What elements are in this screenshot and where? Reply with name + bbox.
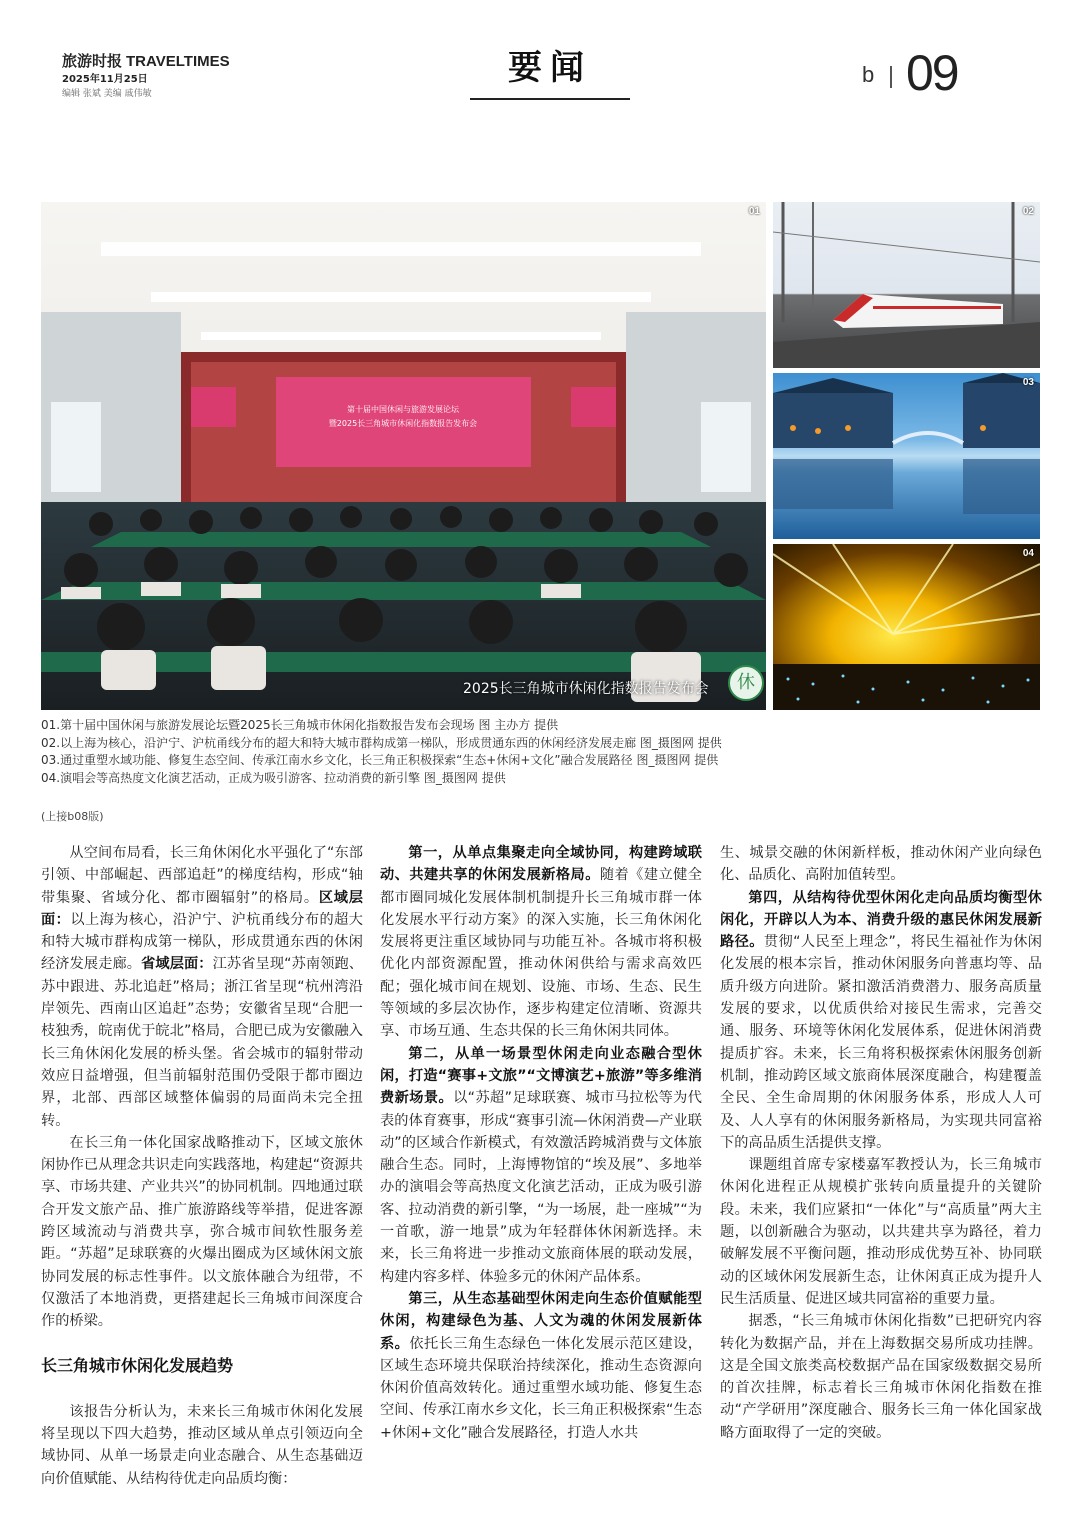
bold-run: 第三，从生态基础型休闲走向生态价值赋能型休闲，构建绿色为基、人文为魂的休闲发展新体系。 bbox=[380, 1290, 702, 1352]
caption-01: 01.第十届中国休闲与旅游发展论坛暨2025长三角城市休闲化指数报告发布会现场 图 主办方 提供 bbox=[41, 718, 559, 732]
banner-line-1: 第十届中国休闲与旅游发展论坛 bbox=[347, 405, 459, 414]
paragraph bbox=[380, 1288, 702, 1444]
text-run: 以“苏超”足球联赛、城市马拉松等为代表的体育赛事，形成“赛事引流—休闲消费—产业联动”的区域合作新模式，有效激活跨城消费与文体旅融合生态。同时，上海博物馆的“埃及展”、多地举办的演唱会等高热度文化演艺活动，正成为吸引游客、拉动消费的新引擎，“为一场展，赴一座城”“为一首歌，游一地景”成为年轻群体休闲新选择。未来，长三角将进一步推动文旅商体展的联动发展，构建内容多样、体验多元的休闲产品体系。 bbox=[380, 1090, 702, 1285]
photo-captions bbox=[41, 717, 1041, 787]
section-rule bbox=[470, 98, 630, 100]
text-run: 贯彻“人民至上理念”，将民生福祉作为休闲化发展的根本宗旨，推动休闲服务向普惠均等、品质升级方向进阶。紧扣激活消费潜力、服务高质量发展的要求，以优质供给对接民生需求，完善交通、服务、环境等休闲化发展体系，促进休闲消费提质扩容。未来，长三角将积极探索休闲服务创新机制，推动跨区域文旅商体展深度融合，构建覆盖全民、全生命周期的休闲服务体系，形成人人可及、人人享有的休闲服务新格局，为实现共同富裕下的高品质生活提供支撑。 bbox=[720, 934, 1042, 1151]
photo-number-01: 01 bbox=[748, 206, 760, 217]
photo-bullet-train bbox=[773, 202, 1040, 368]
conference-illustration bbox=[41, 202, 766, 710]
paragraph: 生、城景交融的休闲新样板，推动休闲产业向绿色化、品质化、高附加值转型。 bbox=[720, 845, 1042, 884]
page-number: 09 bbox=[906, 45, 958, 101]
water-town-illustration bbox=[773, 373, 1040, 539]
paragraph: 课题组首席专家楼嘉军教授认为，长三角城市休闲化进程正从规模扩张转向质量提升的关键阶段。未来，我们应紧扣“一体化”与“高质量”两大主题，以创新融合为驱动，以共建共享为路径，着力破解发展不平衡问题，推动形成优势互补、协同联动的区域休闲发展新生态，让休闲真正成为提升人民生活质量、促进区域共同富裕的重要力量。 bbox=[720, 1157, 1042, 1307]
editors-line: 编辑 张斌 美编 戚伟敏 bbox=[62, 89, 152, 99]
paragraph bbox=[720, 887, 1042, 1155]
photo-water-town bbox=[773, 373, 1040, 539]
photo-conference bbox=[41, 202, 766, 710]
bold-run: 第一，从单点集聚走向全域协同，构建跨域联动、共建共享的休闲发展新格局。 bbox=[380, 845, 702, 884]
paragraph bbox=[41, 842, 363, 1132]
text-run: 随着《建立健全都市圈同城化发展体制机制提升长三角城市群一体化发展水平行动方案》的深入实施，长三角休闲化发展将更注重区域协同与功能互补。各城市将积极优化内部资源配置，推动休闲供给与需求高效匹配；强化城市间在规划、设施、市场、生态、民生等领域的多层次协作，逐步构建定位清晰、资源共享、市场互通、生态共保的长三角休闲共同体。 bbox=[380, 867, 702, 1040]
bold-run: 区域层面： bbox=[41, 889, 363, 928]
banner-line-2: 暨2025长三角城市休闲化指数报告发布会 bbox=[328, 419, 478, 428]
text-run: 从空间布局看，长三角休闲化水平强化了“东部引领、中部崛起、西部追赶”的梯度结构，形成“轴带集聚、省域分化、都市圈辐射”的格局。 bbox=[41, 845, 363, 906]
text-run: 以上海为核心，沿沪宁、沪杭甬线分布的超大和特大城市群构成第一梯队，形成贯通东西的休闲经济发展走廊。 bbox=[41, 911, 363, 973]
photo-overlay-caption: 2025长三角城市休闲化指数报告发布会 bbox=[463, 681, 709, 697]
brand-en: TRAVELTIMES bbox=[126, 53, 230, 70]
concert-illustration bbox=[773, 544, 1040, 710]
photo-number-03: 03 bbox=[1022, 377, 1034, 388]
caption-03: 03.通过重塑水域功能、修复生态空间、传承江南水乡文化，长三角正积极探索“生态+休闲+文化”融合发展路径 图_摄图网 提供 bbox=[41, 753, 719, 767]
bold-run: 第二，从单一场景型休闲走向业态融合型休闲，打造“赛事+文旅”“文博演艺+旅游”等多维消费新场景。 bbox=[380, 1045, 702, 1107]
seal-glyph: 休 bbox=[737, 672, 755, 693]
paragraph bbox=[380, 1043, 702, 1288]
paragraph bbox=[380, 842, 702, 1043]
bold-run: 省域层面： bbox=[141, 956, 213, 973]
photo-concert bbox=[773, 544, 1040, 710]
brand-cn: 旅游时报 bbox=[62, 52, 123, 70]
text-run: 依托长三角生态绿色一体化发展示范区建设，区域生态环境共保联治持续深化，推动生态资源向休闲价值高效转化。通过重塑水域功能、修复生态空间、传承江南水乡文化，长三角正积极探索“生态+休闲+文化”融合发展路径，打造人水共 bbox=[380, 1335, 702, 1441]
masthead-brand bbox=[62, 50, 230, 71]
article-column-3 bbox=[720, 842, 1042, 1444]
paragraph: 该报告分析认为，未来长三角城市休闲化发展将呈现以下四大趋势，推动区域从单点引领迈向全域协同、从单一场景走向业态融合、从生态基础迈向价值赋能、从结构待优走向品质均衡： bbox=[41, 1403, 363, 1487]
caption-04: 04.演唱会等高热度文化演艺活动，正成为吸引游客、拉动消费的新引擎 图_摄图网 提供 bbox=[41, 770, 506, 785]
section-title: 要闻 bbox=[508, 48, 592, 88]
caption-02: 02.以上海为核心，沿沪宁、沪杭甬线分布的超大和特大城市群构成第一梯队，形成贯通东西的休闲经济发展走廊 图_摄图网 提供 bbox=[41, 735, 722, 750]
train-illustration bbox=[773, 202, 1040, 368]
article-column-1 bbox=[41, 842, 363, 1490]
bold-run: 第四，从结构待优型休闲化走向品质均衡型休闲化，开辟以人为本、消费升级的惠民休闲发展新路径。 bbox=[720, 889, 1042, 951]
subheading: 长三角城市休闲化发展趋势 bbox=[41, 1355, 234, 1375]
page-separator bbox=[890, 66, 892, 88]
photo-number-02: 02 bbox=[1022, 206, 1034, 217]
text-run: 江苏省呈现“苏南领跑、苏中跟进、苏北追赶”格局；浙江省呈现“杭州湾沿岸领先、西南山区追赶”态势；安徽省呈现“合肥一枝独秀，皖南优于皖北”格局，合肥已成为安徽融入长三角休闲化发展的桥头堡。省会城市的辐射带动效应日益增强，但当前辐射范围仍受限于都市圈边界，北部、西部区域整体偏弱的局面尚未完全扭转。 bbox=[41, 956, 363, 1129]
photo-number-04: 04 bbox=[1022, 548, 1034, 559]
issue-date: 2025年11月25日 bbox=[62, 74, 148, 85]
paragraph: 据悉，“长三角城市休闲化指数”已把研究内容转化为数据产品，并在上海数据交易所成功挂牌。这是全国文旅类高校数据产品在国家级数据交易所的首次挂牌，标志着长三角城市休闲化指数在推动“产学研用”深度融合、服务长三角一体化国家战略方面取得了一定的突破。 bbox=[720, 1313, 1042, 1441]
article-column-2 bbox=[380, 842, 702, 1444]
logo-seal bbox=[728, 665, 764, 701]
continued-from: (上接b08版) bbox=[41, 810, 104, 823]
page-letter: b bbox=[862, 62, 875, 87]
paragraph: 在长三角一体化国家战略推动下，区域文旅休闲协作已从理念共识走向实践落地，构建起“资源共享、市场共建、产业共兴”的协同机制。四地通过联合开发文旅产品、推广旅游路线等举措，促进客源跨区域流动与消费共享，弥合城市间软性服务差距。“苏超”足球联赛的火爆出圈成为区域休闲文旅协同发展的标志性事件。以文旅体融合为纽带，不仅激活了本地消费，更搭建起长三角城市间深度合作的桥梁。 bbox=[41, 1134, 363, 1330]
